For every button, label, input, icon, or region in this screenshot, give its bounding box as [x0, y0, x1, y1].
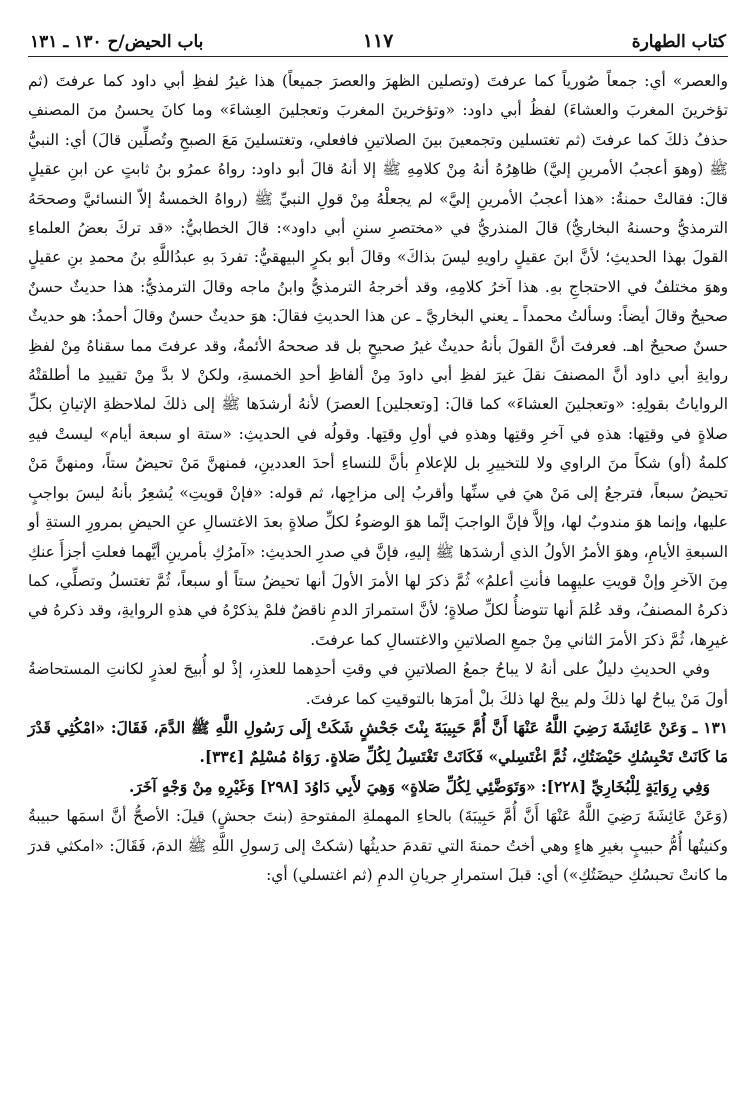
- page: [28, 28, 728, 1088]
- hadith-131-text: ١٣١ ـ وَعَنْ عَائِشَةَ رَضِيَ اللَّهُ عَنْهَا أَنَّ أُمَّ حَبِيبَةَ بِنْتَ جَحْشٍ شَكَتْ إِلَى رَسُولِ اللَّهِ ﷺ الدَّمَ، فَقَالَ: «امْكُثِي قَدْرَ مَا كَانَتْ تَحْبِسُكِ حَيْضَتُكِ، ثُمَّ اغْتَسِلي» فَكَانَتْ تَغْتَسِلُ لِكُلِّ صَلاةٍ. رَوَاهُ مُسْلِمٌ [٣٣٤].: [28, 718, 728, 767]
- chapter-reference: باب الحيض/ح ١٣٠ ـ ١٣١: [30, 32, 204, 52]
- page-body: [28, 67, 728, 890]
- page-number: ١١٧: [362, 30, 394, 52]
- book-title: كتاب الطهارة: [631, 32, 726, 52]
- page-header: [28, 28, 728, 57]
- hadith-131-bukhari-variant: وَفِي رِوَايَةٍ لِلْبُخَارِيِّ [٢٢٨]: «وَتَوَضَّئِي لِكُلِّ صَلاةٍ» وَهِيَ لأَبِي دَاوُدَ [٢٩٨] وَغَيْرِهِ مِنْ وَجْهٍ آخَرَ.: [128, 777, 710, 796]
- commentary-paragraph: والعصر» أي: جمعاً صُورياً كما عرفتَ (وتصلين الظهرَ والعصرَ جميعاً) هذا غيرُ لفظِ أبي داود كما عرفتَ (ثم تؤخرينَ المغربَ والعشاءَ) لفظُ أبي داود: «وتؤخرينَ المغربَ وتعجلينَ العِشاءَ» وما كانَ يحسنُ منَ المصنفِ حذفُ ذلكَ كما عرفتَ (ثم تغتسلين وتجمعينَ بينَ الصلاتينِ فافعلي، وتغتسلينَ مَعَ الصبحِ وتُصلِّين قالَ) أي: النبيُّ ﷺ (وهوَ أعجبُ الأمرينِ إليَّ) ظاهِرُهُ أنهُ مِنْ كلامِهِ ﷺ إلا أنهُ قالَ أبو داود: رواهُ عمرُو بنُ ثابتٍ عن ابنِ عقيلٍ قالَ: فقالتْ حمنةُ: «هذا أعجبُ الأمرينِ إليَّ» لم يجعلْهُ مِنْ قولِ النبيِّ ﷺ (رواهُ الخمسةُ إلاّ النسائيَّ وصححَهُ الترمذيُّ وحسنهُ البخاريُّ) قالَ المنذريُّ في «مختصرِ سننِ أبي داود»: قالَ الخطابيُّ: «قد تركَ بعضُ العلماءِ القولَ بهذا الحديثِ؛ لأنَّ ابنَ عقيلٍ راويهِ ليسَ بذاكَ» وقالَ أبو بكرٍ البيهقيُّ: تفردَ بهِ عبدُاللَّهِ بنُ محمدِ بنِ عقيلٍ وهوَ مختلفٌ في الاحتجاجِ بهِ. هذا آخرُ كلامِهِ، وقد أخرجهُ الترمذيُّ وابنُ ماجه وقالَ الترمذيُّ: هذا حديثٌ حسنٌ صحيحٌ وقالَ أيضاً: وسألتُ محمداً ـ يعني البخاريَّ ـ عن هذا الحديثِ فقالَ: هوَ حديثٌ حسنٌ وقالَ أحمدُ: هو حديثٌ حسنٌ صحيحٌ اهـ. فعرفتَ أنَّ القولَ بأنهُ حديثٌ غيرُ صحيحٍ بل قد صححهُ الأئمةُ، وقد عرفتَ مما سقناهُ مِنْ لفظِ روايةِ أبي داود أنَّ المصنفَ نقلَ غيرَ لفظِ أبي داودَ مِنْ ألفاظِ أحدِ الخمسةِ، ولكنْ لا بدَّ مِنْ تقييدِ ما أطلقتْهُ الرواياتُ بقولِهِ: «وتعجلينَ العشاءَ» كما قالَ: [وتعجلين] العصرَ) لأنهُ أرشدَها ﷺ إلى ذلكَ لملاحظةِ الإتيانِ بكلِّ صلاةٍ في وقتِها: هذهِ في آخرِ وقتِها وهذهِ في أولِ وقتِها. وقولُه في الحديثِ: «ستة او سبعة أيام» ليستْ فيهِ كلمةُ (أو) شكاً منَ الراوي ولا للتخييرِ بل للإعلامِ بأنَّ للنساءِ أحدَ العددينِ، فمنهنَّ مَنْ تحيضُ ستاً، ومنهنَّ مَنْ تحيضُ سبعاً، فترجعُ إلى مَنْ هيَ في سنِّها وأقربُ إلى مزاجِها، ثم قوله: «فإنْ قويتِ» يُشعِرُ بأنهُ ليسَ بواجبٍ عليها، وإنما هوَ مندوبٌ لها، وإلاَّ فإنَّ الواجبَ إنَّما هوَ الوضوءُ لكلِّ صلاةٍ بعدَ الاغتسالِ عنِ الحيضِ بمرورِ الستةِ أو السبعةِ الأيامِ، وهوَ الأمرُ الأولُ الذي أرشدَها ﷺ إليهِ، فإنَّ في صدرِ الحديثِ: «آمرُكِ بأمرينِ أيَّهما فعلتِ أجزأَ عنكِ مِنَ الآخرِ وإنْ قويتِ عليهِما فأنتِ أعلمُ» ثُمَّ ذكرَ لها الأمرَ الأولَ أنها تحيضُ ستاً أو سبعاً، ثُمَّ تغتسلُ وتصلِّي، كما ذكرهُ المصنفُ، وقد عُلمَ أنها تتوضأُ لكلِّ صلاةٍ؛ لأنَّ استمرارَ الدمِ ناقضٌ فلمْ يذكرْهُ في هذهِ الروايةِ، وقد ذكرهُ في غيرِها، ثُمَّ ذكرَ الأمرَ الثاني مِنْ جمعِ الصلاتينِ والاغتسالِ كما عرفتَ.: [28, 72, 728, 649]
- commentary-paragraph-ruling: وفي الحديثِ دليلٌ على أنهُ لا يباحُ جمعُ الصلاتينِ في وقتِ أحدِهما للعذرِ، إذْ لو أُبيحَ لعذرٍ لكانتِ المستحاضةُ أولَ مَنْ يباحُ لها ذلكَ ولم يبحْ لها ذلكَ بلْ أمرَها بالتوقيتِ كما عرفتَ.: [28, 660, 728, 708]
- commentary-paragraph-hadith-131: (وَعَنْ عَائِشَةَ رَضِيَ اللَّهُ عَنْهَا أَنَّ أُمَّ حَبِيبَةَ) بالحاءِ المهملةِ المفتوحةِ (بنتَ جحشٍ) قيلَ: الأصحُّ أنَّ اسمَها حبيبةُ وكنيتُها أُمُّ حبيبٍ بغيرِ هاءٍ وهي أختُ حمنةَ التي تقدمَ حديثُها (شكتْ إلى رَسولِ اللَّهِ ﷺ الدمَ، فَقَالَ: «امكثي قدرَ ما كانتْ تحبسُكِ حيضَتُكِ») أي: قبلَ استمرارِ جريانِ الدمِ (ثم اغتسلي) أي:: [28, 807, 728, 884]
